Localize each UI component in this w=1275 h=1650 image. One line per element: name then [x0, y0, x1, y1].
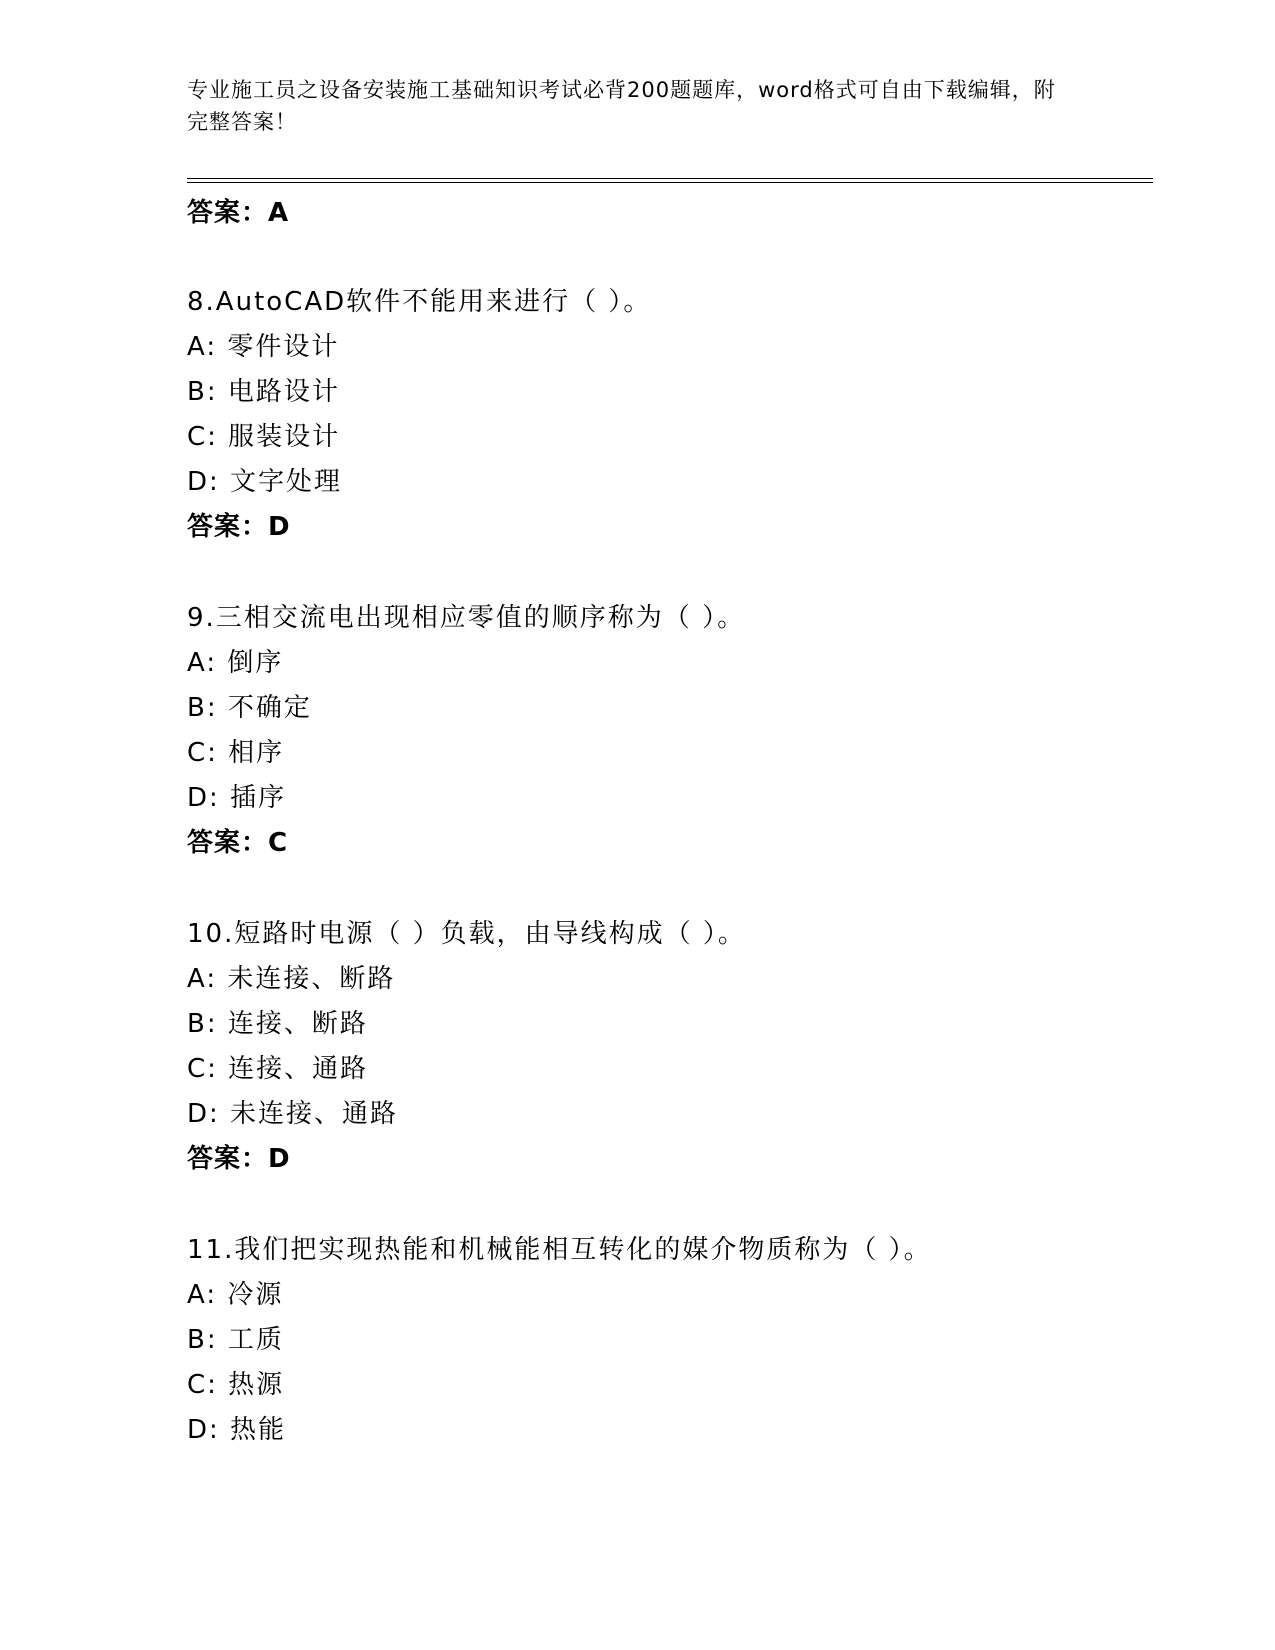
- document-header: 专业施工员之设备安装施工基础知识考试必背200题题库，word格式可自由下载编辑，附完整答案！: [187, 78, 1056, 134]
- answer-q10: 答案：D: [187, 1144, 291, 1174]
- header-divider-bottom: [187, 182, 1153, 183]
- option-10-a: A: 未连接、断路: [187, 964, 396, 994]
- answer-q9: 答案：C: [187, 828, 289, 858]
- option-8-d: D: 文字处理: [187, 467, 343, 497]
- option-9-d: D: 插序: [187, 783, 287, 813]
- answer-q7: 答案：A: [187, 198, 290, 228]
- option-9-b: B: 不确定: [187, 693, 312, 723]
- answer-q8: 答案：D: [187, 512, 291, 542]
- option-8-c: C: 服装设计: [187, 422, 341, 452]
- question-9: 9.三相交流电出现相应零值的顺序称为（ ）。: [187, 603, 746, 633]
- option-10-b: B: 连接、断路: [187, 1009, 368, 1039]
- option-10-c: C: 连接、通路: [187, 1054, 369, 1084]
- option-11-c: C: 热源: [187, 1370, 285, 1400]
- option-11-d: D: 热能: [187, 1415, 287, 1445]
- option-8-b: B: 电路设计: [187, 377, 340, 407]
- question-10: 10.短路时电源（ ）负载，由导线构成（ ）。: [187, 919, 746, 949]
- option-11-b: B: 工质: [187, 1325, 284, 1355]
- header-divider-top: [187, 178, 1153, 179]
- option-8-a: A: 零件设计: [187, 332, 340, 362]
- question-8: 8.AutoCAD软件不能用来进行（ ）。: [187, 287, 652, 317]
- question-11: 11.我们把实现热能和机械能相互转化的媒介物质称为（ ）。: [187, 1235, 932, 1265]
- option-11-a: A: 冷源: [187, 1280, 284, 1310]
- option-10-d: D: 未连接、通路: [187, 1099, 399, 1129]
- option-9-a: A: 倒序: [187, 648, 284, 678]
- option-9-c: C: 相序: [187, 738, 285, 768]
